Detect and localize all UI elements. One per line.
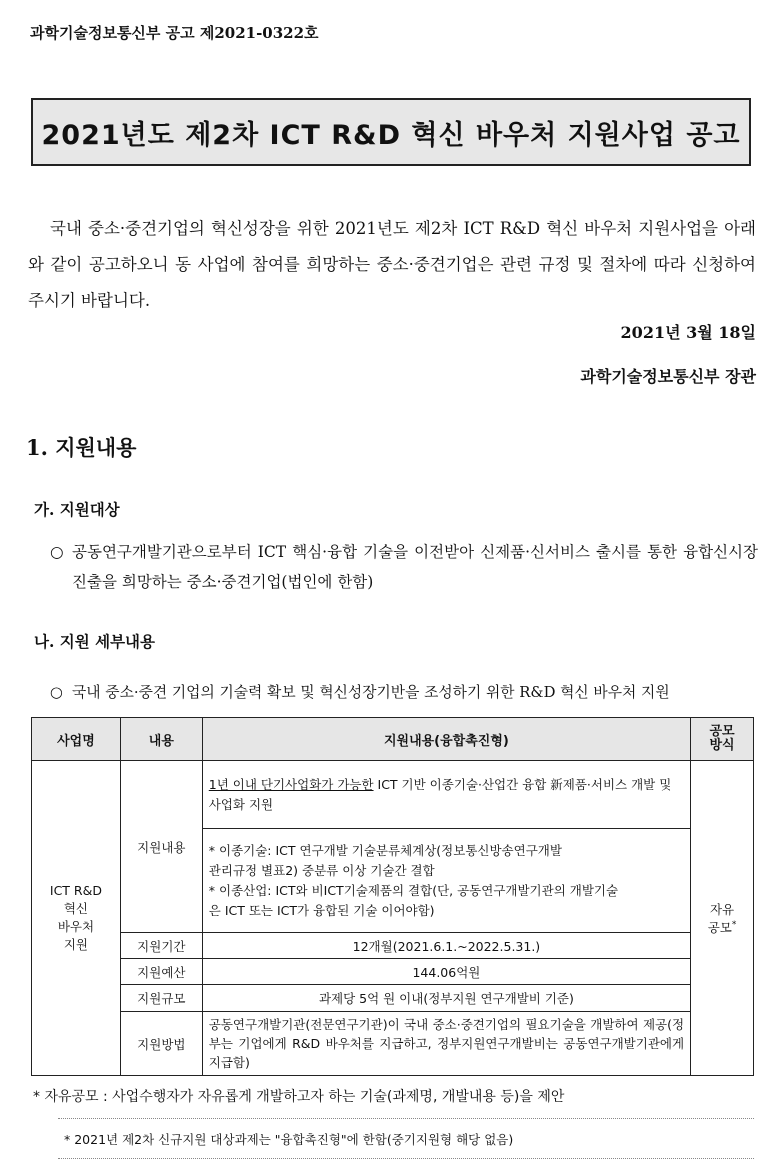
dotted-divider xyxy=(58,1158,754,1159)
content-part1 xyxy=(202,761,690,829)
content-note-industry: * 이종산업: ICT와 비ICT기술제품의 결합(단, 공동연구개발기관의 개발기술 은 ICT 또는 ICT가 융합된 기술 이어야함) xyxy=(208,882,619,918)
method-footnote-mark: * xyxy=(731,919,737,930)
details-text: 국내 중소·중견 기업의 기술력 확보 및 혁신성장기반을 조성하기 위한 R&D 혁신 바우처 지원 xyxy=(72,684,670,701)
period-label: 지원기간 xyxy=(120,933,202,959)
content-part2 xyxy=(202,829,690,933)
content-rest: ICT 기반 이종기술·산업간 융합 新제품·서비스 개발 및 사업화 지원 xyxy=(208,776,672,812)
section-heading-support: 1. 지원내용 xyxy=(26,435,137,460)
table-row-way xyxy=(32,1012,754,1076)
header-item: 내용 xyxy=(120,718,202,761)
scale-label: 지원규모 xyxy=(120,985,202,1012)
announcement-title: 2021년도 제2차 ICT R&D 혁신 바우처 지원사업 공고 xyxy=(41,119,741,151)
content-underlined: 1년 이내 단기사업화가 가능한 xyxy=(208,776,374,792)
header-method: 공모 방식 xyxy=(691,718,754,761)
footnote-new-task: * 2021년 제2차 신규지원 대상과제는 "융합촉진형"에 한함(중기지원형 해당 없음) xyxy=(64,1132,514,1147)
footnote-free-call: * 자유공모 : 사업수행자가 자유롭게 개발하고자 하는 기술(과제명, 개발내용 등)을 제안 xyxy=(33,1089,565,1105)
table-row-budget xyxy=(32,959,754,985)
table-header-row xyxy=(32,718,754,761)
table-row-scale xyxy=(32,985,754,1012)
method-cell xyxy=(691,761,754,1076)
program-name-cell: ICT R&D 혁신 바우처 지원 xyxy=(32,761,121,1076)
issuer-signature: 과학기술정보통신부 장관 xyxy=(580,367,756,386)
budget-value: 144.06억원 xyxy=(202,959,690,985)
notice-number: 과학기술정보통신부 공고 제2021-0322호 xyxy=(30,24,319,42)
budget-label: 지원예산 xyxy=(120,959,202,985)
table-row-content-part1 xyxy=(32,761,754,829)
bullet-circle-icon: ○ xyxy=(50,543,64,561)
way-value: 공동연구개발기관(전문연구기관)이 국내 중소·중견기업의 필요기술을 개발하여 제공(정부는 기업에게 R&D 바우처를 지급하고, 정부지원연구개발비는 공동연구개발기관에게 지급함) xyxy=(202,1012,690,1076)
period-value: 12개월(2021.6.1.~2022.5.31.) xyxy=(202,933,690,959)
way-label: 지원방법 xyxy=(120,1012,202,1076)
support-table xyxy=(31,717,754,1076)
table-row-period xyxy=(32,933,754,959)
scale-value: 과제당 5억 원 이내(정부지원 연구개발비 기준) xyxy=(202,985,690,1012)
bullet-circle-icon: ○ xyxy=(50,684,63,701)
content-note-tech: * 이종기술: ICT 연구개발 기술분류체계상(정보통신방송연구개발 관리규정 별표2) 중분류 이상 기술간 결합 xyxy=(208,842,562,878)
dotted-divider xyxy=(58,1118,754,1119)
details-bullet xyxy=(50,680,758,706)
subsection-heading-target: 가. 지원대상 xyxy=(34,500,120,519)
header-detail: 지원내용(융합촉진형) xyxy=(202,718,690,761)
method-value: 자유 공모 xyxy=(707,902,735,935)
announcement-title-box xyxy=(31,98,751,166)
target-text: 공동연구개발기관으로부터 ICT 핵심·융합 기술을 이전받아 신제품·신서비스 출시를 통한 융합신시장 진출을 희망하는 중소·중견기업(법인에 한함) xyxy=(72,543,758,591)
header-program: 사업명 xyxy=(32,718,121,761)
target-bullet xyxy=(50,537,758,597)
announcement-date: 2021년 3월 18일 xyxy=(620,323,756,342)
content-label: 지원내용 xyxy=(120,761,202,933)
subsection-heading-details: 나. 지원 세부내용 xyxy=(34,632,156,651)
intro-paragraph: 국내 중소·중견기업의 혁신성장을 위한 2021년도 제2차 ICT R&D 혁신 바우처 지원사업을 아래와 같이 공고하오니 동 사업에 참여를 희망하는 중소·중견기업은 관련 규정 및 절차에 따라 신청하여 주시기 바랍니다. xyxy=(28,219,756,310)
